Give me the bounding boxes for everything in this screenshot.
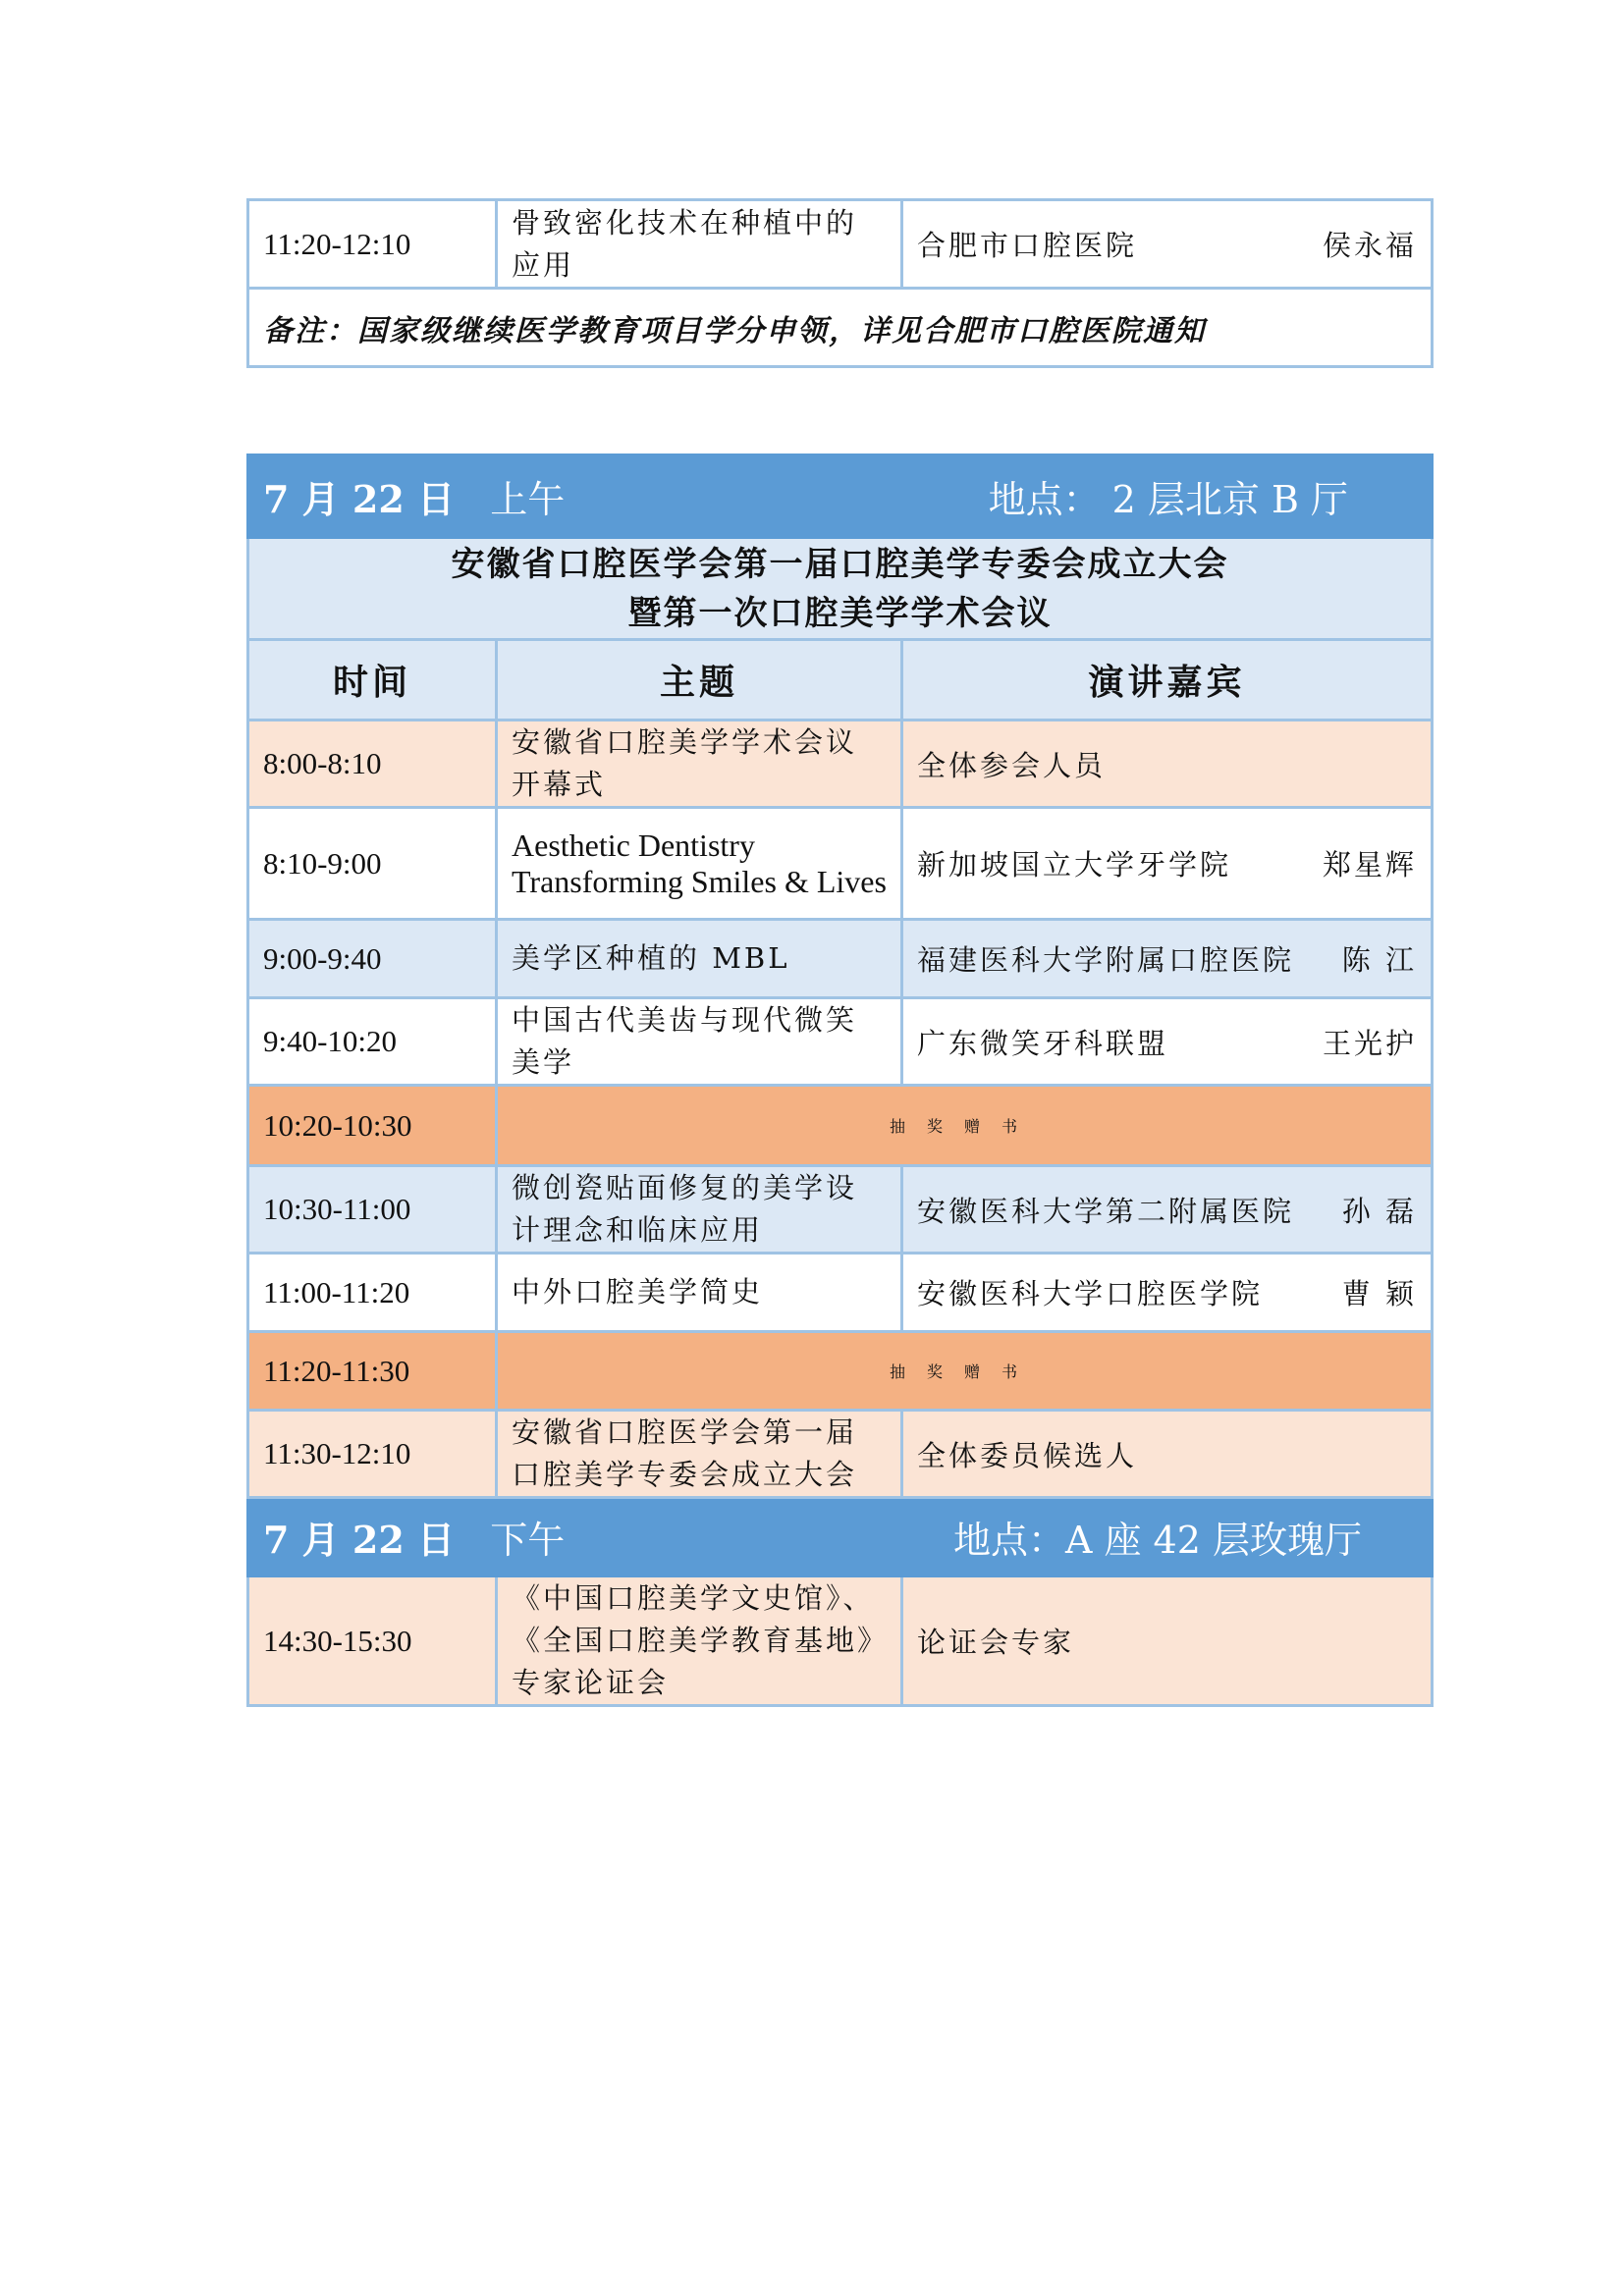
session-topic: 中国古代美齿与现代微笑美学 xyxy=(497,998,902,1086)
speaker-name: 孙 磊 xyxy=(1341,1194,1417,1228)
session-time: 10:20-10:30 xyxy=(248,1086,497,1166)
speaker-name: 王光护 xyxy=(1322,1026,1417,1060)
session-topic: 安徽省口腔医学会第一届口腔美学专委会成立大会 xyxy=(497,1411,902,1498)
speaker-org: 合肥市口腔医院 xyxy=(917,229,1138,262)
afternoon-date: 7 月 22 日 xyxy=(263,1518,456,1562)
session-speaker-cell xyxy=(902,1411,1433,1498)
header-speaker: 演讲嘉宾 xyxy=(902,640,1433,721)
table-row xyxy=(248,1166,1433,1254)
session-time: 9:00-9:40 xyxy=(248,920,497,998)
session-topic: 骨致密化技术在种植中的应用 xyxy=(497,200,902,289)
speaker-name: 陈 江 xyxy=(1341,943,1417,977)
speaker-org: 安徽医科大学第二附属医院 xyxy=(917,1194,1295,1228)
session-topic: 安徽省口腔美学学术会议开幕式 xyxy=(497,721,902,808)
header-time: 时间 xyxy=(248,640,497,721)
speaker-name: 郑星辉 xyxy=(1322,848,1417,881)
break-label: 抽奖赠书 xyxy=(497,1332,1433,1411)
speaker-org: 新加坡国立大学牙学院 xyxy=(917,848,1232,881)
break-label: 抽奖赠书 xyxy=(497,1086,1433,1166)
conference-title-line1: 安徽省口腔医学会第一届口腔美学专委会成立大会 xyxy=(451,544,1229,584)
morning-schedule-table xyxy=(246,454,1434,1707)
speaker-org: 全体委员候选人 xyxy=(917,1438,1138,1472)
table-row xyxy=(248,808,1433,920)
table-row xyxy=(248,920,1433,998)
header-topic: 主题 xyxy=(497,640,902,721)
top-schedule-table xyxy=(246,198,1434,368)
session-speaker-cell xyxy=(902,1254,1433,1332)
speaker-org: 安徽医科大学口腔医学院 xyxy=(917,1277,1264,1310)
session-speaker-cell xyxy=(902,920,1433,998)
morning-date: 7 月 22 日 xyxy=(263,477,456,521)
afternoon-period: 下午 xyxy=(490,1519,566,1562)
session-speaker-cell xyxy=(902,808,1433,920)
speaker-org: 全体参会人员 xyxy=(917,748,1107,782)
session-topic: 美学区种植的 MBL xyxy=(497,920,902,998)
session-time: 8:00-8:10 xyxy=(248,721,497,808)
speaker-org: 论证会专家 xyxy=(917,1626,1075,1659)
note-text: 备注：国家级继续医学教育项目学分申领，详见合肥市口腔医院通知 xyxy=(248,289,1433,367)
session-time: 8:10-9:00 xyxy=(248,808,497,920)
session-topic: Aesthetic Dentistry Transforming Smiles & Lives xyxy=(497,808,902,920)
column-header-row xyxy=(248,640,1433,721)
session-speaker-cell xyxy=(902,200,1433,289)
session-time: 14:30-15:30 xyxy=(248,1576,497,1706)
speaker-name: 曹 颖 xyxy=(1341,1277,1417,1310)
speaker-org: 福建医科大学附属口腔医院 xyxy=(917,943,1295,977)
conference-title-line2: 暨第一次口腔美学学术会议 xyxy=(627,593,1053,633)
afternoon-location: 地点：A 座 42 层玫瑰厅 xyxy=(952,1519,1362,1562)
session-time: 11:30-12:10 xyxy=(248,1411,497,1498)
session-time: 11:20-12:10 xyxy=(248,200,497,289)
session-time: 10:30-11:00 xyxy=(248,1166,497,1254)
break-row xyxy=(248,1332,1433,1411)
break-row xyxy=(248,1086,1433,1166)
session-time: 9:40-10:20 xyxy=(248,998,497,1086)
session-topic: 中外口腔美学简史 xyxy=(497,1254,902,1332)
morning-header-bar xyxy=(248,455,1433,538)
session-speaker-cell xyxy=(902,998,1433,1086)
morning-period: 上午 xyxy=(490,478,566,521)
table-row xyxy=(248,1411,1433,1498)
session-time: 11:00-11:20 xyxy=(248,1254,497,1332)
conference-title-row xyxy=(248,538,1433,640)
speaker-org: 广东微笑牙科联盟 xyxy=(917,1026,1169,1060)
session-time: 11:20-11:30 xyxy=(248,1332,497,1411)
table-row xyxy=(248,721,1433,808)
table-row xyxy=(248,1254,1433,1332)
table-row xyxy=(248,1576,1433,1706)
session-speaker-cell xyxy=(902,1166,1433,1254)
speaker-name: 侯永福 xyxy=(1322,229,1417,262)
session-topic: 《中国口腔美学文史馆》、《全国口腔美学教育基地》专家论证会 xyxy=(497,1576,902,1706)
session-speaker-cell xyxy=(902,721,1433,808)
note-row xyxy=(248,289,1433,367)
session-topic: 微创瓷贴面修复的美学设计理念和临床应用 xyxy=(497,1166,902,1254)
morning-location: 地点： 2 层北京 B 厅 xyxy=(988,478,1348,521)
afternoon-header-bar xyxy=(248,1498,1433,1576)
session-speaker-cell xyxy=(902,1576,1433,1706)
table-row xyxy=(248,998,1433,1086)
table-row xyxy=(248,200,1433,289)
